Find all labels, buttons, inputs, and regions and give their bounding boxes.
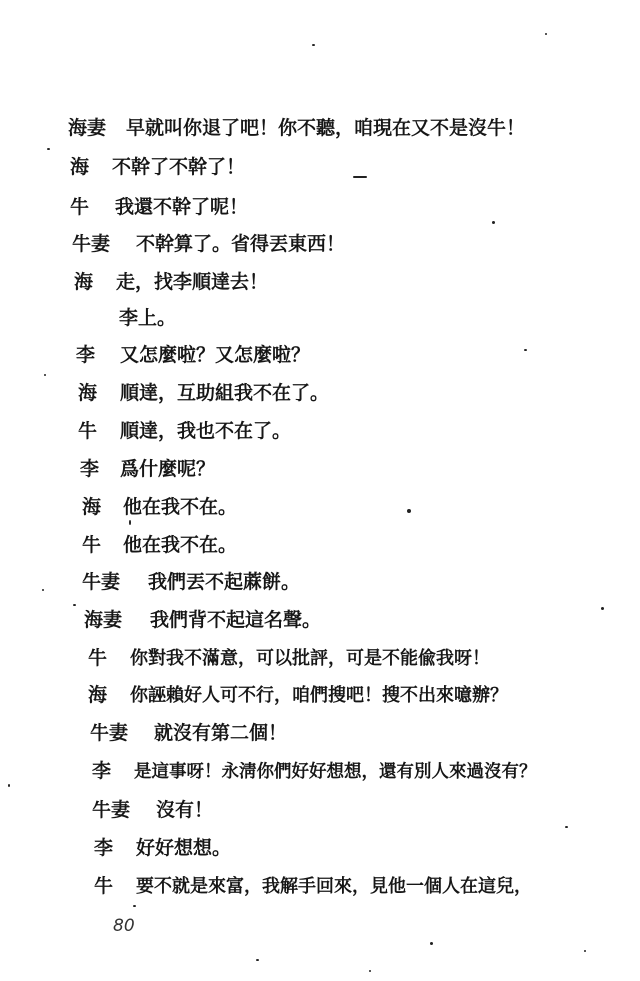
dialogue-text: 順達，互助組我不在了。 (120, 382, 330, 404)
scan-speck (312, 44, 315, 46)
dialogue-text: 不幹了不幹了！ (112, 156, 246, 178)
speaker-label: 李 (76, 344, 96, 366)
scan-speck (369, 970, 371, 972)
dialogue-line (80, 454, 215, 484)
dialogue-text: 他在我不在。 (123, 534, 238, 556)
dialogue-text: 不幹算了。省得丟東西！ (136, 233, 346, 255)
speaker-label: 牛 (88, 647, 108, 669)
dialogue-text: 又怎麼啦？又怎麼啦？ (120, 344, 311, 366)
scan-speck (601, 607, 604, 610)
dialogue-line (94, 871, 532, 901)
dialogue-text: 要不就是來富，我解手回來，見他一個人在這兒， (136, 876, 532, 897)
dialogue-text: 李上。 (119, 307, 177, 329)
scan-speck (584, 950, 586, 952)
scan-speck (407, 509, 411, 513)
dialogue-text: 早就叫你退了吧！你不聽，咱現在又不是沒牛！ (126, 117, 526, 139)
scan-speck (545, 33, 547, 35)
dialogue-text: 你對我不滿意，可以批評，可是不能偸我呀！ (130, 648, 490, 669)
dialogue-text: 就沒有第二個！ (154, 722, 288, 744)
speaker-label: 海 (74, 271, 94, 293)
speaker-label: 牛妻 (82, 571, 121, 593)
dialogue-line (78, 416, 291, 446)
dialogue-line (92, 756, 537, 786)
scan-speck (565, 826, 568, 828)
speaker-label: 牛 (82, 534, 102, 556)
dialogue-line (88, 680, 508, 710)
dialogue-line (78, 378, 329, 408)
dialogue-line (88, 643, 490, 673)
dialogue-line (92, 795, 213, 825)
speaker-label: 海妻 (68, 117, 107, 139)
dialogue-line (82, 567, 300, 597)
dialogue-line (68, 113, 525, 143)
scan-speck (42, 589, 44, 591)
speaker-label: 海 (78, 382, 98, 404)
scan-speck (47, 148, 50, 150)
dialogue-text: 我們丟不起蔴餅。 (148, 571, 301, 593)
speaker-label: 海 (70, 156, 90, 178)
speaker-label: 海 (88, 684, 108, 706)
dialogue-text: 你誣賴好人可不行，咱們搜吧！搜不出來噫辦？ (130, 685, 508, 706)
dialogue-line (70, 152, 245, 182)
dialogue-line (94, 833, 231, 863)
speaker-label: 牛妻 (72, 233, 111, 255)
dialogue-text: 順達，我也不在了。 (120, 420, 292, 442)
scan-speck (430, 942, 433, 945)
page-number: 80 (113, 916, 135, 936)
dialogue-line (74, 267, 268, 297)
scan-speck (73, 604, 76, 606)
dialogue-text: 爲什麼呢？ (120, 458, 216, 480)
speaker-label: 牛 (70, 196, 90, 218)
dialogue-line (72, 229, 345, 259)
scan-speck (524, 349, 527, 351)
dialogue-line (76, 340, 310, 370)
dialogue-text: 他在我不在。 (123, 496, 238, 518)
speaker-label: 牛 (94, 875, 114, 897)
scan-speck (353, 176, 367, 178)
scan-speck (8, 784, 10, 787)
scan-speck (492, 221, 495, 224)
dialogue-line (84, 605, 321, 635)
dialogue-line (70, 192, 248, 222)
dialogue-text: 是這事呀！永淸你們好好想想，還有別人來過沒有？ (134, 762, 537, 782)
scan-speck (44, 374, 46, 376)
dialogue-text: 走，找李順達去！ (116, 271, 269, 293)
dialogue-line (90, 718, 287, 748)
dialogue-line (82, 492, 237, 522)
scan-speck (129, 520, 131, 525)
speaker-label: 海 (82, 496, 102, 518)
dialogue-text: 我們背不起這名聲。 (150, 609, 322, 631)
dialogue-text: 我還不幹了呢！ (115, 196, 249, 218)
speaker-label: 李 (92, 760, 112, 782)
dialogue-text: 好好想想。 (136, 837, 232, 859)
speaker-label: 牛妻 (92, 799, 131, 821)
speaker-label: 牛 (78, 420, 98, 442)
speaker-label: 海妻 (84, 609, 123, 631)
dialogue-text: 沒有！ (156, 799, 214, 821)
stage-direction (119, 303, 176, 333)
speaker-label: 李 (80, 458, 100, 480)
scan-speck (133, 905, 136, 907)
scan-speck (256, 959, 259, 961)
speaker-label: 牛妻 (90, 722, 129, 744)
dialogue-line (82, 530, 237, 560)
speaker-label: 李 (94, 837, 114, 859)
